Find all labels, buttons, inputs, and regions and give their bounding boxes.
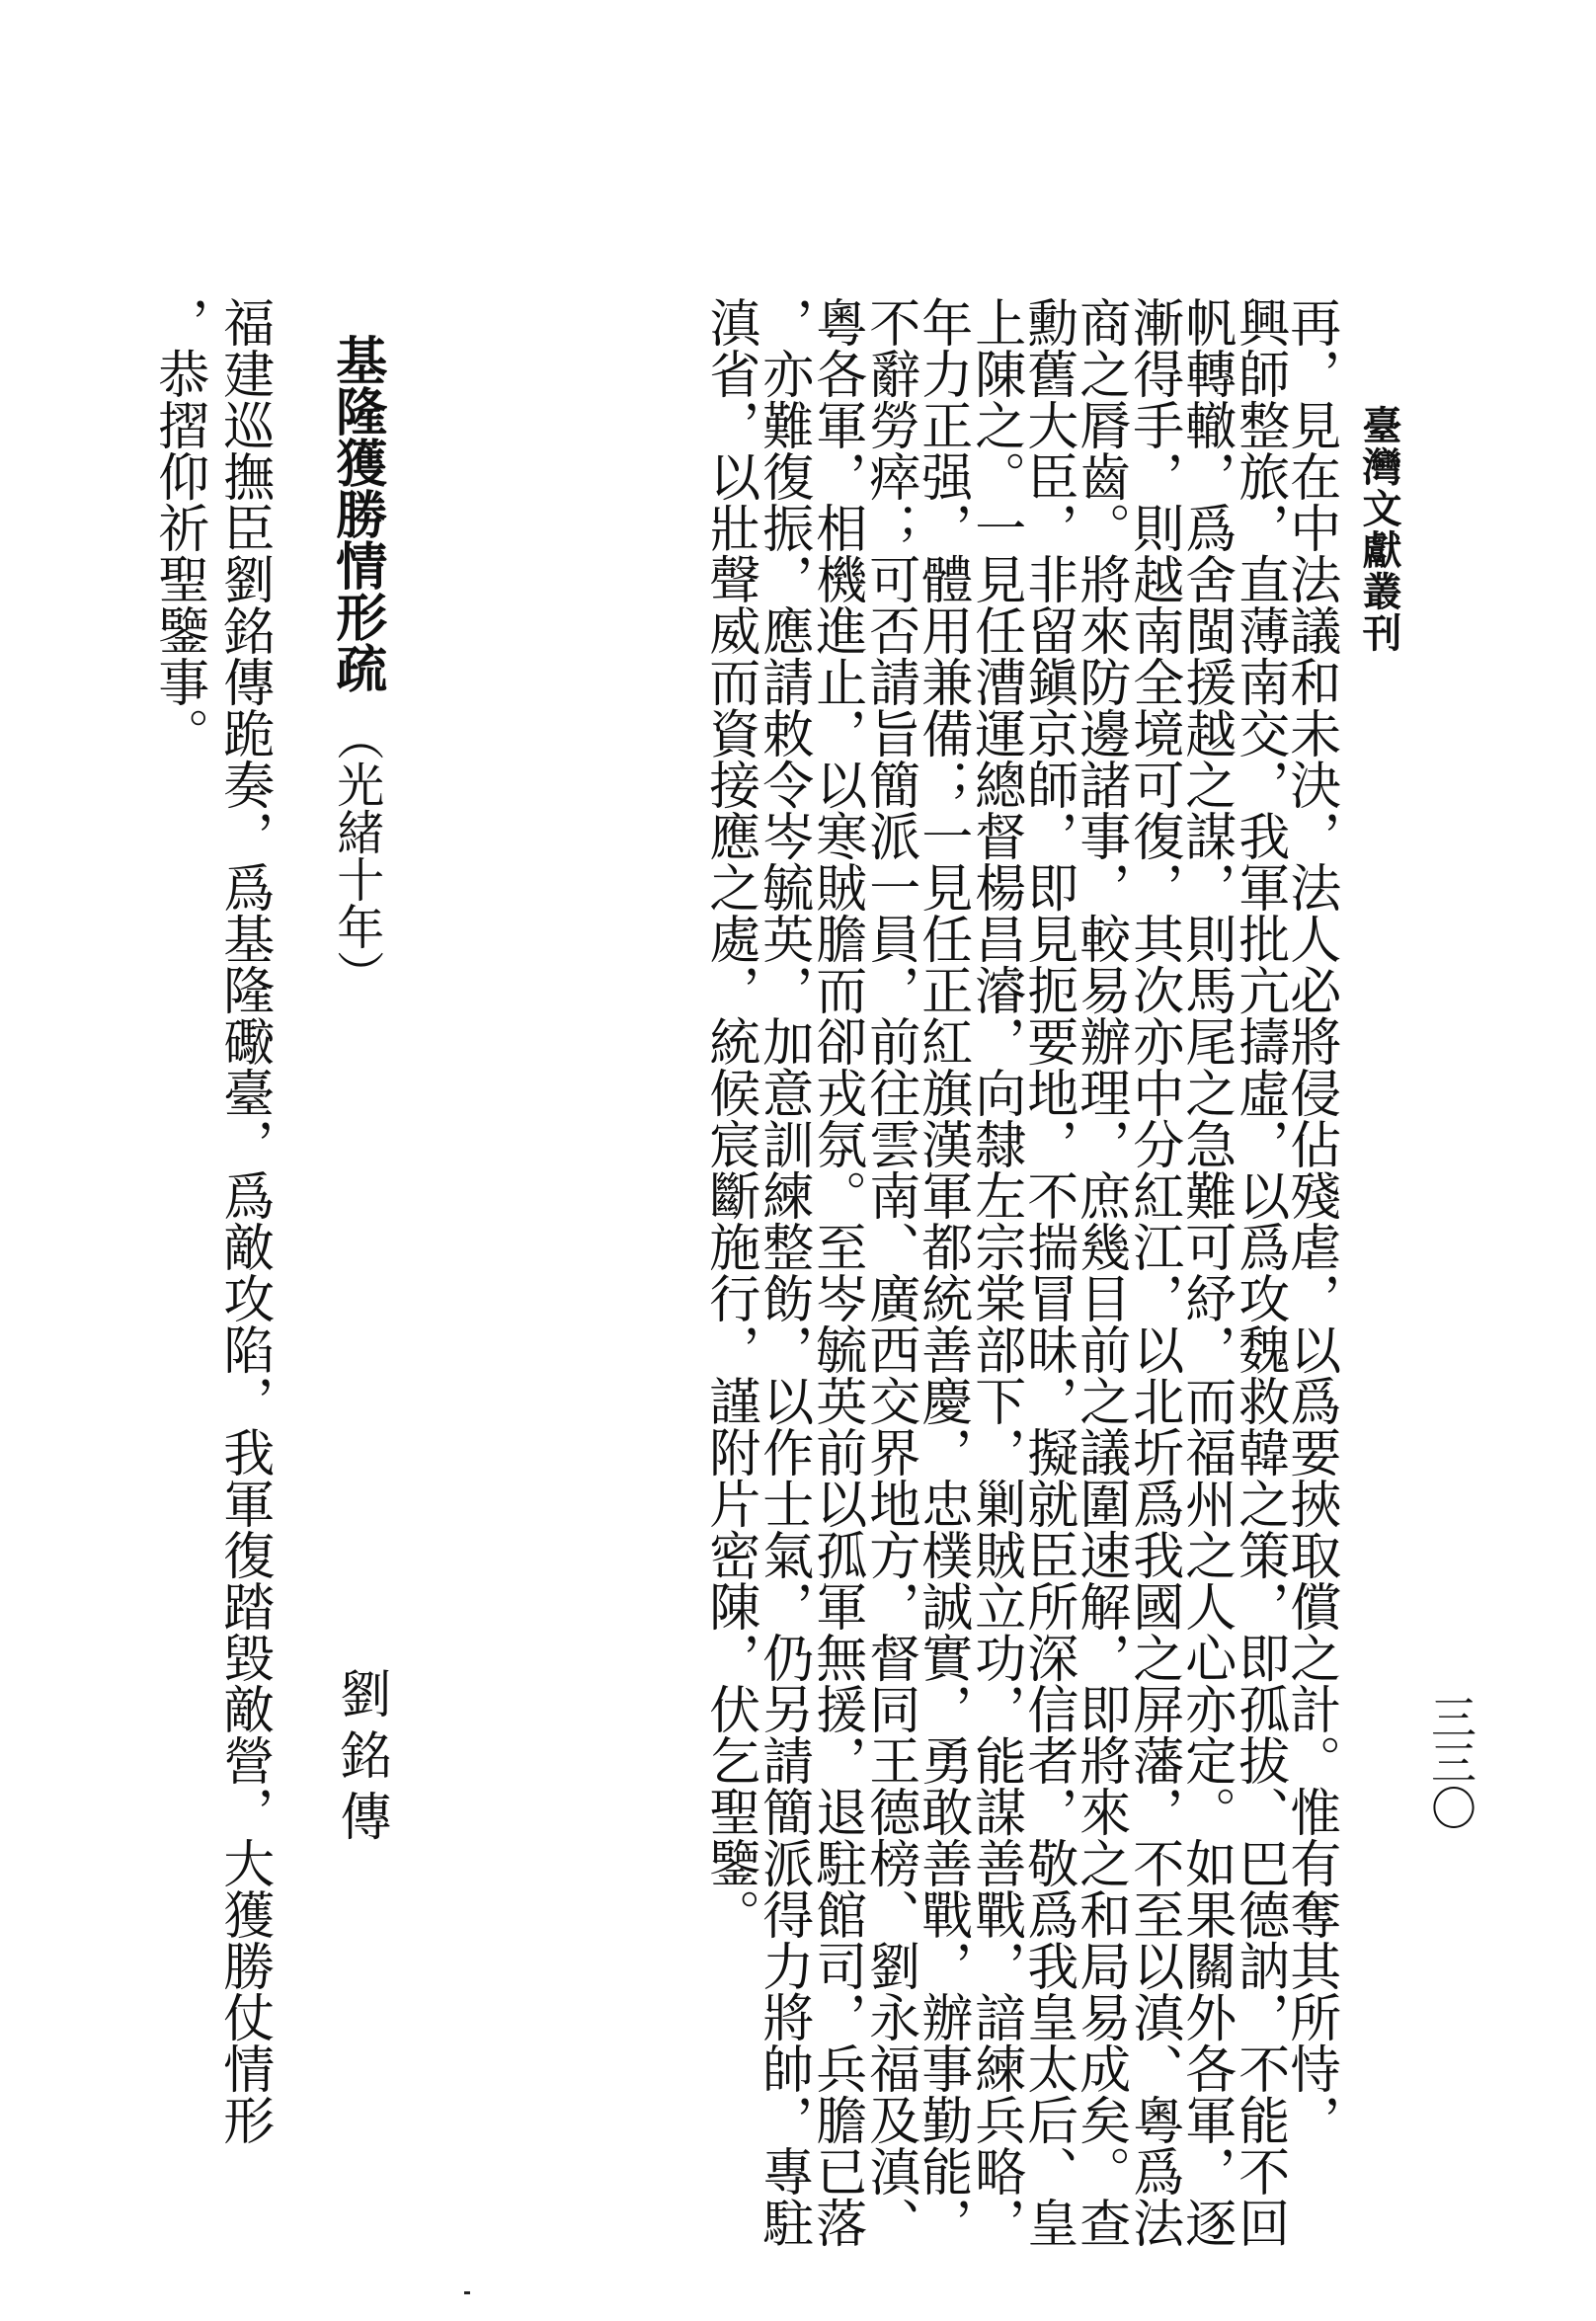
body-column: 再，見在中法議和未決，法人必將侵佔殘虐，以爲要挾取償之計。惟有奪其所恃， xyxy=(1280,296,1340,2145)
memorial-title: 基隆獲勝情形疏 xyxy=(326,334,387,693)
body-column: 年力正强，體用兼備；一見任正紅旗漢軍都統善慶，忠樸誠實，勇敢善戰，辦事勤能， xyxy=(912,296,972,2248)
memorial-column: ，恭摺仰祈聖鑒事。 xyxy=(148,296,208,759)
body-column: 勳舊大臣，非留鎭京師，即見扼要地，不揣冒昧，擬就臣所深信者，敬爲我皇太后、皇 xyxy=(1017,296,1077,2248)
body-column: 不辭勞瘁；可否請旨簡派一員，前往雲南、廣西交界地方，督同王德榜、劉永福及滇、 xyxy=(859,296,919,2248)
series-title: 臺灣文獻叢刊 xyxy=(1356,405,1402,654)
body-column: 粵各軍，相機進止，以寒賊膽而卻戎氛。至岑毓英前以孤軍無援，退駐館司，兵膽已落 xyxy=(806,296,866,2248)
page-number: 三三〇 xyxy=(1424,1694,1477,1830)
body-column: 滇省，以壯聲威而資接應之處，統候宸斷施行，謹附片密陳，伏乞聖鑒。 xyxy=(699,296,759,1940)
memorial-column: 福建巡撫臣劉銘傳跪奏，爲基隆礮臺，爲敵攻陷，我軍復踏毀敵營，大獲勝仗情形 xyxy=(213,296,274,2145)
memorial-year: （光緒十年） xyxy=(328,713,384,998)
memorial-heading xyxy=(326,334,386,998)
memorial-author: 劉銘傳 xyxy=(331,1667,390,1851)
body-column: ，亦難復振，應請敕令岑毓英，加意訓練整飭，以作士氣，仍另請簡派得力將帥，專駐 xyxy=(753,296,813,2248)
body-column: 上陳之。一見任漕運總督楊昌濬，向隸左宗棠部下，剿賊立功，能謀善戰，諳練兵略， xyxy=(965,296,1025,2248)
ink-speck xyxy=(464,2291,470,2294)
body-column: 商之脣齒。將來防邊諸事，較易辦理，庶幾目前之議圍速解，即將來之和局易成矣。查 xyxy=(1070,296,1130,2248)
body-column: 漸得手，則越南全境可復，其次亦中分紅江，以北圻爲我國之屏藩，不至以滇、粵爲法 xyxy=(1123,296,1183,2248)
body-column: 帆轉轍，爲舍閩援越之謀，則馬尾之急難可紓，而福州之人心亦定。如果關外各軍，逐 xyxy=(1175,296,1236,2248)
body-column: 興師整旅，直薄南交，我軍批亢擣虛，以爲攻魏救韓之策，即孤拔、巴德訥，不能不回 xyxy=(1229,296,1289,2248)
